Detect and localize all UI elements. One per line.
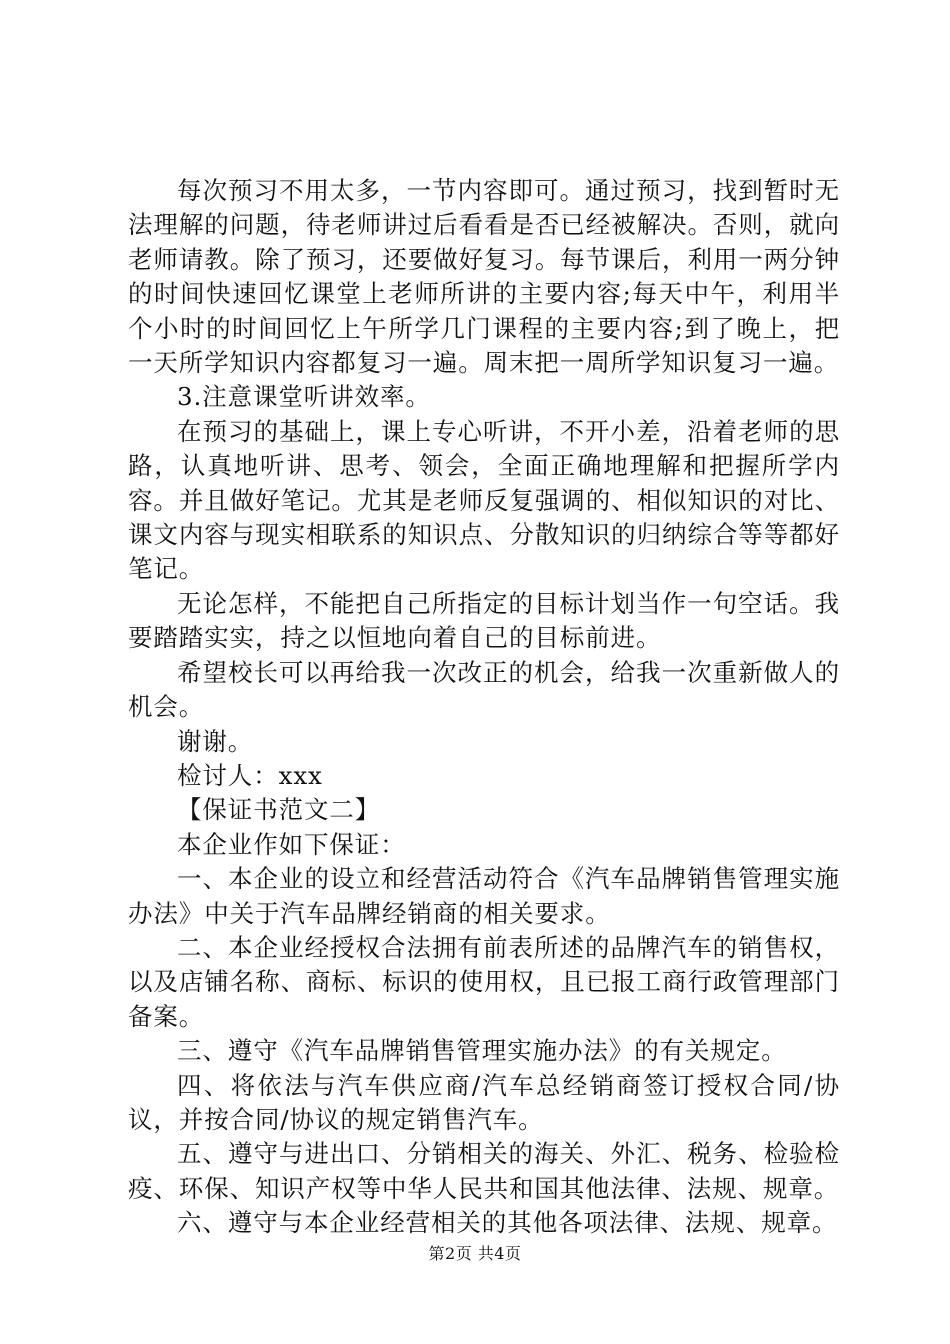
- paragraph-thanks: 谢谢。: [177, 726, 254, 756]
- document-body: [128, 174, 840, 1241]
- paragraph-class-listening: 在预习的基础上，课上专心听讲，不开小差，沿着老师的思路，认真地听讲、思考、领会，全面正确地理解和把握所学内容。并且做好笔记。尤其是老师反复强调的、相似知识的对比、课文内容与现实相联系的知识点、分散知识的归纳综合等等都好笔记。: [128, 416, 840, 584]
- page-number-footer: 第2页 共4页: [428, 1244, 522, 1263]
- guarantee-item-5: 五、遵守与进出口、分销相关的海关、外汇、税务、检验检疫、环保、知识产权等中华人民共和国其他法律、法规、规章。: [128, 1139, 840, 1203]
- paragraph-preview-review: 每次预习不用太多，一节内容即可。通过预习，找到暂时无法理解的问题，待老师讲过后看看是否已经被解决。否则，就向老师请教。除了预习，还要做好复习。每节课后，利用一两分钟的时间快速回忆课堂上老师所讲的主要内容;每天中午，利用半个小时的时间回忆上午所学几门课程的主要内容;到了晚上，把一天所学知识内容都复习一遍。周末把一周所学知识复习一遍。: [128, 176, 840, 378]
- paragraph-request-chance: 希望校长可以再给我一次改正的机会，给我一次重新做人的机会。: [128, 657, 840, 722]
- guarantee-item-4: 四、将依法与汽车供应商/汽车总经销商签订授权合同/协议，并按合同/协议的规定销售汽车。: [128, 1070, 840, 1134]
- guarantee-item-1: 一、本企业的设立和经营活动符合《汽车品牌销售管理实施办法》中关于汽车品牌经销商的相关要求。: [128, 864, 840, 928]
- guarantee-item-6: 六、遵守与本企业经营相关的其他各项法律、法规、规章。: [177, 1208, 838, 1238]
- guarantee-item-2: 二、本企业经授权合法拥有前表所述的品牌汽车的销售权，以及店铺名称、商标、标识的使用权，且已报工商行政管理部门备案。: [128, 932, 840, 1031]
- paragraph-goal-commitment: 无论怎样，不能把自己所指定的目标计划当作一句空话。我要踏踏实实，持之以恒地向着自己的目标前进。: [128, 588, 840, 653]
- paragraph-signature: 检讨人：xxx: [177, 760, 323, 790]
- section-heading-sample-two: 【保证书范文二】: [177, 795, 381, 825]
- paragraph-guarantee-intro: 本企业作如下保证：: [177, 829, 406, 859]
- paragraph-heading-class-efficiency: 3.注意课堂听讲效率。: [177, 382, 431, 412]
- guarantee-item-3: 三、遵守《汽车品牌销售管理实施办法》的有关规定。: [177, 1036, 787, 1066]
